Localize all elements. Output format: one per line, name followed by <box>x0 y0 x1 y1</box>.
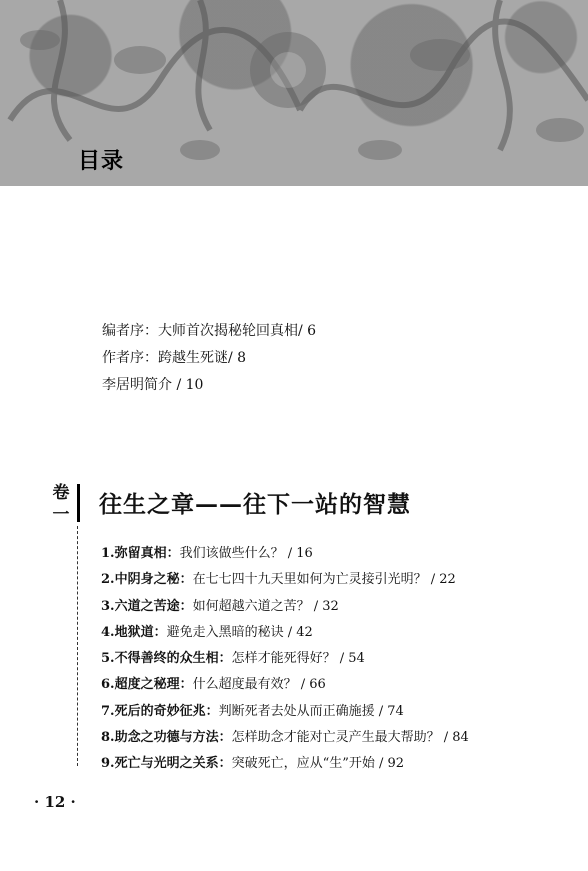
toc-item-detail: 避免走入黑暗的秘诀 / 42 <box>166 624 313 640</box>
preface-list <box>102 318 316 399</box>
preface-item-author[interactable]: 作者序：跨越生死谜/ 8 <box>102 350 247 366</box>
toc-list <box>101 541 469 778</box>
toc-item[interactable] <box>101 620 469 646</box>
page-title: 目录 <box>78 149 125 174</box>
toc-item-detail: 什么超度最有效？ / 66 <box>192 677 326 693</box>
toc-item[interactable] <box>101 541 469 567</box>
toc-item[interactable] <box>101 672 469 698</box>
toc-item[interactable] <box>101 567 469 593</box>
chapter-title: 往生之章——往下一站的智慧 <box>99 491 411 518</box>
volume-label-top: 卷 <box>52 483 70 503</box>
preface-item-bio[interactable]: 李居明简介 / 10 <box>102 377 204 393</box>
toc-item-detail: 怎样助念才能对亡灵产生最大帮助？ / 84 <box>231 730 469 746</box>
preface-item-editor[interactable]: 编者序：大师首次揭秘轮回真相/ 6 <box>102 323 317 339</box>
toc-item[interactable] <box>101 699 469 725</box>
toc-item-heading: 6.超度之秘理： <box>101 677 193 693</box>
toc-item-heading: 9.死亡与光明之关系： <box>101 756 232 772</box>
toc-item[interactable] <box>101 646 469 672</box>
toc-item-heading: 2.中阴身之秘： <box>101 572 193 588</box>
toc-item-heading: 5.不得善终的众生相： <box>101 651 232 667</box>
toc-item-heading: 1.弥留真相： <box>101 546 180 561</box>
toc-item[interactable] <box>101 594 469 620</box>
toc-item-detail: 怎样才能死得好？ / 54 <box>231 651 365 667</box>
toc-item[interactable] <box>101 751 469 777</box>
toc-item-detail: 判断死者去处从而正确施援 / 74 <box>218 703 404 719</box>
toc-item-heading: 7.死后的奇妙征兆： <box>101 703 219 719</box>
toc-item-detail: 突破死亡，应从“生”开始 / 92 <box>231 756 405 772</box>
toc-item-heading: 4.地狱道： <box>101 624 167 640</box>
toc-item-detail: 在七七四十九天里如何为亡灵接引光明？ / 22 <box>192 572 456 588</box>
toc-item-heading: 3.六道之苦途： <box>101 598 193 614</box>
toc-item-heading: 8.助念之功德与方法： <box>101 730 232 746</box>
toc-item-detail: 如何超越六道之苦？ / 32 <box>192 598 339 614</box>
toc-dashed-rule <box>77 526 78 766</box>
toc-item[interactable] <box>101 725 469 751</box>
volume-divider <box>77 484 80 522</box>
volume-label <box>52 482 70 526</box>
page-number: · 12 · <box>34 793 76 811</box>
header-banner <box>0 0 588 186</box>
toc-item-detail: 我们该做些什么？ / 16 <box>179 546 313 561</box>
volume-label-bottom: 一 <box>52 505 70 525</box>
